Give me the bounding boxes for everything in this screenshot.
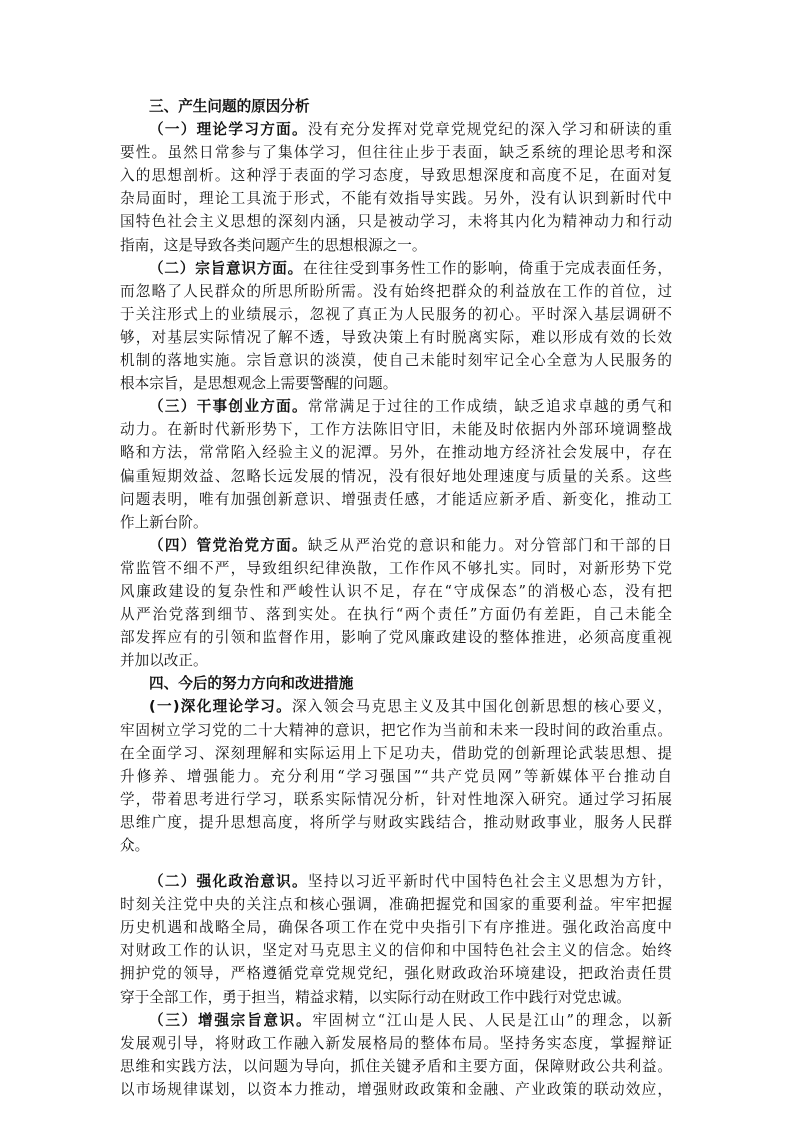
paragraph-line: 动力。在新时代新形势下，工作方法陈旧守旧，未能及时依据内外部环境调整战 bbox=[120, 421, 672, 439]
paragraph-line: 从严治党落到细节、落到实处。在执行“两个责任”方面仍有差距，自己未能全 bbox=[120, 606, 672, 624]
paragraph-line: 部发挥应有的引领和监督作用，影响了党风廉政建设的整体推进，必须高度重视 bbox=[120, 629, 672, 647]
section-heading: 三、产生问题的原因分析 bbox=[149, 98, 310, 115]
paragraph-line: （二）强化政治意识。坚持以习近平新时代中国特色社会主义思想为方针， bbox=[149, 873, 672, 891]
paragraph-line: 穿于全部工作，勇于担当，精益求精，以实际行动在财政工作中践行对党忠诚。 bbox=[120, 988, 631, 1006]
section-heading: 四、今后的努力方向和改进措施 bbox=[149, 675, 354, 693]
paragraph bbox=[120, 118, 672, 257]
paragraph bbox=[120, 695, 672, 857]
paragraph-line: 风廉政建设的复杂性和严峻性认识不足，存在“守成保态”的消极心态，没有把 bbox=[120, 582, 672, 600]
paragraph-line: 牢固树立学习党的二十大精神的意识，把它作为当前和未来一段时间的政治重点。 bbox=[120, 721, 672, 739]
paragraph-line: 机制的落地实施。宗旨意识的淡漠，使自己未能时刻牢记全心全意为人民服务的 bbox=[120, 352, 672, 370]
paragraph-line: 众。 bbox=[120, 837, 150, 854]
paragraph-line: 杂局面时，理论工具流于形式，不能有效指导实践。另外，没有认识到新时代中 bbox=[120, 190, 672, 208]
paragraph-line: 问题表明，唯有加强创新意识、增强责任感，才能适应新矛盾、新变化，推动工 bbox=[120, 490, 672, 508]
paragraph-line: （一）理论学习方面。没有充分发挥对党章党规党纪的深入学习和研读的重 bbox=[149, 121, 672, 139]
paragraph bbox=[120, 534, 672, 673]
paragraph bbox=[120, 257, 672, 396]
paragraph-gap bbox=[120, 857, 672, 870]
document-page bbox=[120, 95, 672, 1101]
paragraph bbox=[120, 1009, 672, 1101]
paragraph-title: （三）干事创业方面。 bbox=[149, 398, 308, 416]
paragraph-line: 作上新台阶。 bbox=[120, 513, 208, 531]
paragraph-line: 时刻关注党中央的关注点和核心强调，准确把握党和国家的重要利益。牢牢把握 bbox=[120, 896, 672, 914]
paragraph-line: 在全面学习、深刻理解和实际运用上下足功夫，借助党的创新理论武装思想、提 bbox=[120, 744, 672, 762]
paragraph-line: 根本宗旨，是思想观念上需要警醒的问题。 bbox=[120, 375, 398, 393]
paragraph-line: 而忽略了人民群众的所思所盼所需。没有始终把群众的利益放在工作的首位，过 bbox=[120, 282, 672, 300]
paragraph-line: （四）管党治党方面。缺乏从严治党的意识和能力。对分管部门和干部的日 bbox=[149, 536, 672, 554]
paragraph-line: 略和方法，常常陷入经验主义的泥潭。另外，在推动地方经济社会发展中，存在 bbox=[120, 444, 672, 462]
paragraph-title: （一）理论学习方面。 bbox=[149, 121, 308, 139]
paragraph-line: 偏重短期效益、忽略长远发展的情况，没有很好地处理速度与质量的关系。这些 bbox=[120, 467, 672, 485]
paragraph bbox=[120, 395, 672, 534]
paragraph-line: 要性。虽然日常参与了集体学习，但往往止步于表面，缺乏系统的理论思考和深 bbox=[120, 144, 672, 162]
paragraph-line: 于关注形式上的业绩展示，忽视了真正为人民服务的初心。平时深入基层调研不 bbox=[120, 305, 672, 323]
paragraph-title: （二）宗旨意识方面。 bbox=[149, 259, 304, 277]
paragraph-line: （三）干事创业方面。常常满足于过往的工作成绩，缺乏追求卓越的勇气和 bbox=[149, 398, 672, 416]
paragraph-title: （二）强化政治意识。 bbox=[149, 873, 308, 891]
paragraph-line: 国特色社会主义思想的深刻内涵，只是被动学习，未将其内化为精神动力和行动 bbox=[120, 213, 672, 231]
paragraph-line: 历史机遇和战略全局，确保各项工作在党中央指引下有序推进。强化政治高度中 bbox=[120, 919, 672, 937]
paragraph-line: 思维和实践方法，以问题为导向，抓住关键矛盾和主要方面，保障财政公共利益。 bbox=[120, 1057, 672, 1075]
paragraph bbox=[120, 870, 672, 1009]
paragraph-title: (一)深化理论学习。 bbox=[149, 698, 293, 716]
paragraph-line: 思维广度，提升思想高度，将所学与财政实践结合，推动财政事业，服务人民群 bbox=[120, 813, 672, 831]
paragraph-line: 对财政工作的认识，坚定对马克思主义的信仰和中国特色社会主义的信念。始终 bbox=[120, 942, 672, 960]
paragraph-line: 常监管不细不严，导致组织纪律涣散，工作作风不够扎实。同时，对新形势下党 bbox=[120, 559, 672, 577]
paragraph-line: （二）宗旨意识方面。在往往受到事务性工作的影响，倚重于完成表面任务， bbox=[149, 259, 672, 277]
paragraph-line: 够，对基层实际情况了解不透，导致决策上有时脱离实际，难以形成有效的长效 bbox=[120, 328, 672, 346]
paragraph-line: 升修养、增强能力。充分利用“学习强国”“共产党员网”等新媒体平台推动自 bbox=[120, 767, 672, 785]
paragraph-line: 拥护党的领导，严格遵循党章党规党纪，强化财政政治环境建设，把政治责任贯 bbox=[120, 965, 672, 983]
paragraph-line: (一)深化理论学习。深入领会马克思主义及其中国化创新思想的核心要义， bbox=[149, 698, 672, 716]
paragraph-title: （三）增强宗旨意识。 bbox=[149, 1011, 313, 1029]
paragraph-title: （四）管党治党方面。 bbox=[149, 536, 308, 554]
paragraph-line: 学，带着思考进行学习，联系实际情况分析，针对性地深入研究。通过学习拓展 bbox=[120, 790, 672, 808]
paragraph-line: （三）增强宗旨意识。牢固树立“江山是人民、人民是江山”的理念，以新 bbox=[149, 1011, 672, 1029]
paragraph-line: 发展观引导，将财政工作融入新发展格局的整体布局。坚持务实态度，掌握辩证 bbox=[120, 1034, 672, 1052]
paragraph-line: 并加以改正。 bbox=[120, 652, 208, 670]
paragraph-line: 以市场规律谋划，以资本力推动，增强财政政策和金融、产业政策的联动效应， bbox=[120, 1080, 672, 1098]
paragraph-line: 指南，这是导致各类问题产生的思想根源之一。 bbox=[120, 236, 427, 254]
paragraph-line: 入的思想剖析。这种浮于表面的学习态度，导致思想深度和高度不足，在面对复 bbox=[120, 167, 672, 185]
